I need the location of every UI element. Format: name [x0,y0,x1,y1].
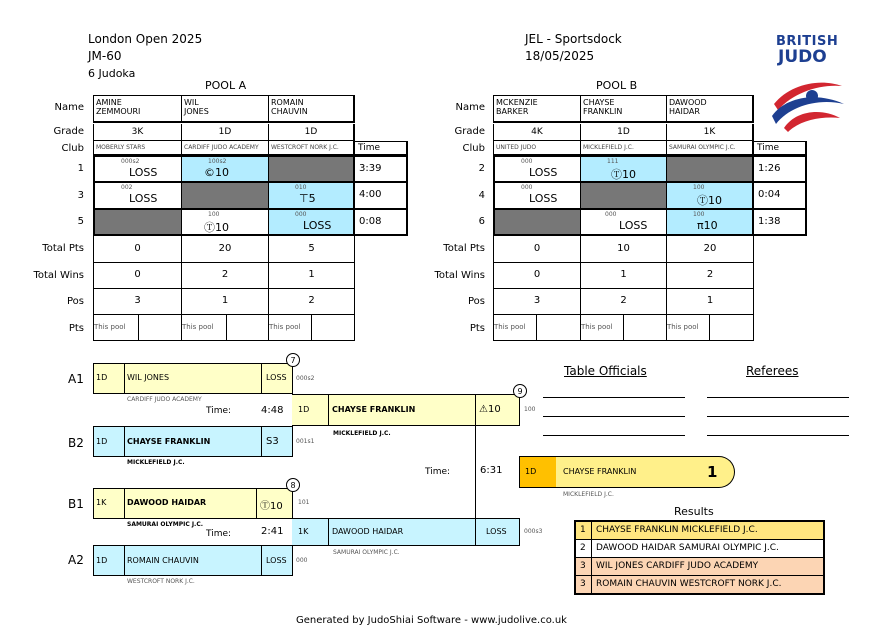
referee-signature-line [707,416,849,417]
seed-a1-box: 1D WIL JONES LOSS [93,363,293,394]
event-name: London Open 2025 [88,32,203,46]
pool-b-p2-total-wins: 1 [580,262,667,289]
pool-a-r3-c2 [181,182,269,209]
pool-b-player-3-club: SAMURAI OLYMPIC J.C. [666,141,754,155]
pool-b-p2-total-pts: 10 [580,236,667,263]
pool-a-r5-c3: 000 LOSS [268,209,355,236]
pool-a-p3-total-wins: 1 [268,262,355,289]
pool-a-player-3-club: WESTCROFT NORK J.C. [268,141,355,155]
pool-b-p3-total-wins: 2 [666,262,754,289]
pool-b-player-1-club: UNITED JUDO [493,141,581,155]
seed-b1-code: 101 [298,499,310,506]
result-row: 3 WIL JONES CARDIFF JUDO ACADEMY [576,558,823,576]
pool-a-player-2-grade: 1D [181,124,269,141]
row-3-num: 3 [77,190,84,201]
m8-time: 2:41 [261,526,284,537]
pool-b-p3-total-pts: 20 [666,236,754,263]
seed-b1-box: 1K DAWOOD HAIDAR Ⓣ10 [93,488,293,519]
pool-a-p3-total-pts: 5 [268,236,355,263]
pool-b-player-3-name: DAWOOD HAIDAR [666,95,754,123]
label-pos: Pos [66,296,84,307]
pool-a-p2-total-pts: 20 [181,236,269,263]
label-total-wins-b: Total Wins [434,270,485,281]
pool-b-p1-total-wins: 0 [493,262,581,289]
pool-a-r3-c1: 002 LOSS [93,182,182,209]
pool-a-r3-time: 4:00 [355,182,408,209]
label-pts-b: Pts [469,323,485,334]
pool-b-r6-time: 1:38 [754,209,807,236]
pool-a-r1-time: 3:39 [355,155,408,182]
row-4-num: 4 [478,190,485,201]
m7-time-label: Time: [206,406,232,416]
pool-a-player-2-name: WIL JONES [181,95,269,123]
label-club: Club [61,143,84,154]
pool-b-player-2-grade: 1D [580,124,667,141]
pool-b-time-header: Time [754,141,807,155]
pool-b-p3-pos: 1 [666,288,754,315]
pool-b-r4-c1: 000 LOSS [493,182,581,209]
final-top-box: 1D CHAYSE FRANKLIN ⚠10 [292,394,520,426]
pool-a-p2-pos: 1 [181,288,269,315]
label-total-pts-b: Total Pts [443,243,485,254]
pool-a-r5-c1 [93,209,182,236]
pool-b-r2-c3 [666,155,754,182]
seed-b1-label: B1 [68,497,84,511]
pool-b-player-1-grade: 4K [493,124,581,141]
pool-b-r4-c2 [580,182,667,209]
pool-a-r5-c2: 100 Ⓣ10 [181,209,269,236]
label-total-wins: Total Wins [33,270,84,281]
label-grade-b: Grade [454,126,485,137]
pool-a-player-1-grade: 3K [93,124,182,141]
seed-a2-club: WESTCROFT NORK J.C. [127,578,195,585]
pool-b-r6-c2: 000 LOSS [580,209,667,236]
pool-a-p1-total-wins: 0 [93,262,182,289]
seed-a2-label: A2 [68,553,84,567]
pool-a-r1-c1: 000s2 LOSS [93,155,182,182]
pool-a-player-1-club: MOBERLY STARS [93,141,182,155]
venue: JEL - Sportsdock [525,32,622,46]
pool-a-p1-total-pts: 0 [93,236,182,263]
label-name: Name [54,102,84,113]
winner-club: MICKLEFIELD J.C. [563,491,614,498]
final-top-club: MICKLEFIELD J.C. [333,430,391,437]
pool-a-r5-time: 0:08 [355,209,408,236]
label-grade: Grade [53,126,84,137]
seed-b2-label: B2 [68,436,84,450]
pool-b-player-1-name: MCKENZIE BARKER [493,95,581,123]
results-table [574,520,825,595]
pool-b-player-2-club: MICKLEFIELD J.C. [580,141,667,155]
pool-b-r4-time: 0:04 [754,182,807,209]
row-5-num: 5 [77,216,84,227]
pool-b-p1-total-pts: 0 [493,236,581,263]
pool-a-p2-total-wins: 2 [181,262,269,289]
pool-b-r2-time: 1:26 [754,155,807,182]
pool-b-p1-pos: 3 [493,288,581,315]
official-signature-line [543,397,685,398]
final-bottom-code: 000s3 [524,528,543,535]
final-bottom-club: SAMURAI OLYMPIC J.C. [333,549,400,556]
pool-b-player-3-grade: 1K [666,124,754,141]
pool-a-p3-pts: This pool [268,314,355,341]
row-2-num: 2 [478,163,485,174]
pool-b-r6-c3: 100 π10 [666,209,754,236]
pool-b-p2-pts: This pool [580,314,667,341]
seed-a1-code: 000s2 [296,375,315,382]
pool-b-player-2-name: CHAYSE FRANKLIN [580,95,667,123]
label-club-b: Club [462,143,485,154]
result-row: 3 ROMAIN CHAUVIN WESTCROFT NORK J.C. [576,576,823,593]
pool-a-r3-c3: 010 ⊤5 [268,182,355,209]
pool-b-p3-pts: This pool [666,314,754,341]
category: JM-60 [88,49,122,63]
pool-a-p1-pos: 3 [93,288,182,315]
pool-a-title: POOL A [205,79,247,92]
final-top-code: 100 [524,406,536,413]
footer: Generated by JudoShiai Software - www.judolive.co.uk [296,615,567,626]
result-row: 2 DAWOOD HAIDAR SAMURAI OLYMPIC J.C. [576,540,823,558]
match-7-marker: 7 [286,353,300,367]
results-title: Results [674,505,714,518]
pool-a-time-header: Time [355,141,408,155]
m7-time: 4:48 [261,405,284,416]
connector [475,426,476,518]
pool-b-r2-c2: 111 Ⓣ10 [580,155,667,182]
pool-a-player-3-grade: 1D [268,124,355,141]
pool-a-r1-c3 [268,155,355,182]
british-judo-logo: BRITISH JUDO [770,34,850,134]
pool-a-player-1-name: AMINE ZEMMOURI [93,95,182,123]
pool-b-r4-c3: 100 Ⓣ10 [666,182,754,209]
seed-b2-code: 001s1 [296,438,315,445]
m8-time-label: Time: [206,529,232,539]
pool-b-p2-pos: 2 [580,288,667,315]
row-6-num: 6 [478,216,485,227]
pool-b-title: POOL B [596,79,638,92]
pool-a-player-3-name: ROMAIN CHAUVIN [268,95,355,123]
pool-a-p1-pts: This pool [93,314,182,341]
label-pts: Pts [68,323,84,334]
pool-a-r1-c2: 100s2 ©10 [181,155,269,182]
official-signature-line [543,435,685,436]
label-total-pts: Total Pts [42,243,84,254]
judoka-count: 6 Judoka [88,67,136,80]
m9-time: 6:31 [480,465,503,476]
m9-time-label: Time: [425,467,451,477]
winner-box: 1D CHAYSE FRANKLIN 1 [519,456,735,488]
seed-b2-club: MICKLEFIELD J.C. [127,459,185,466]
seed-b1-club: SAMURAI OLYMPIC J.C. [127,521,204,528]
label-name-b: Name [455,102,485,113]
pool-a-p2-pts: This pool [181,314,269,341]
referee-signature-line [707,397,849,398]
official-signature-line [543,416,685,417]
seed-a2-code: 000 [296,557,308,564]
row-1-num: 1 [77,163,84,174]
match-8-marker: 8 [286,478,300,492]
seed-a1-club: CARDIFF JUDO ACADEMY [127,396,202,403]
pool-b-r2-c1: 000 LOSS [493,155,581,182]
pool-b-r6-c1 [493,209,581,236]
pool-b-p1-pts: This pool [493,314,581,341]
final-bottom-box: 1K DAWOOD HAIDAR LOSS [292,518,520,546]
referee-signature-line [707,435,849,436]
table-officials-heading: Table Officials [564,364,647,378]
seed-a1-label: A1 [68,372,84,386]
date: 18/05/2025 [525,49,595,63]
seed-b2-box: 1D CHAYSE FRANKLIN S3 [93,426,293,457]
seed-a2-box: 1D ROMAIN CHAUVIN LOSS [93,545,293,576]
label-pos-b: Pos [467,296,485,307]
pool-a-p3-pos: 2 [268,288,355,315]
pool-a-player-2-club: CARDIFF JUDO ACADEMY [181,141,269,155]
result-row: 1 CHAYSE FRANKLIN MICKLEFIELD J.C. [576,522,823,540]
referees-heading: Referees [746,364,799,378]
match-9-marker: 9 [513,384,527,398]
